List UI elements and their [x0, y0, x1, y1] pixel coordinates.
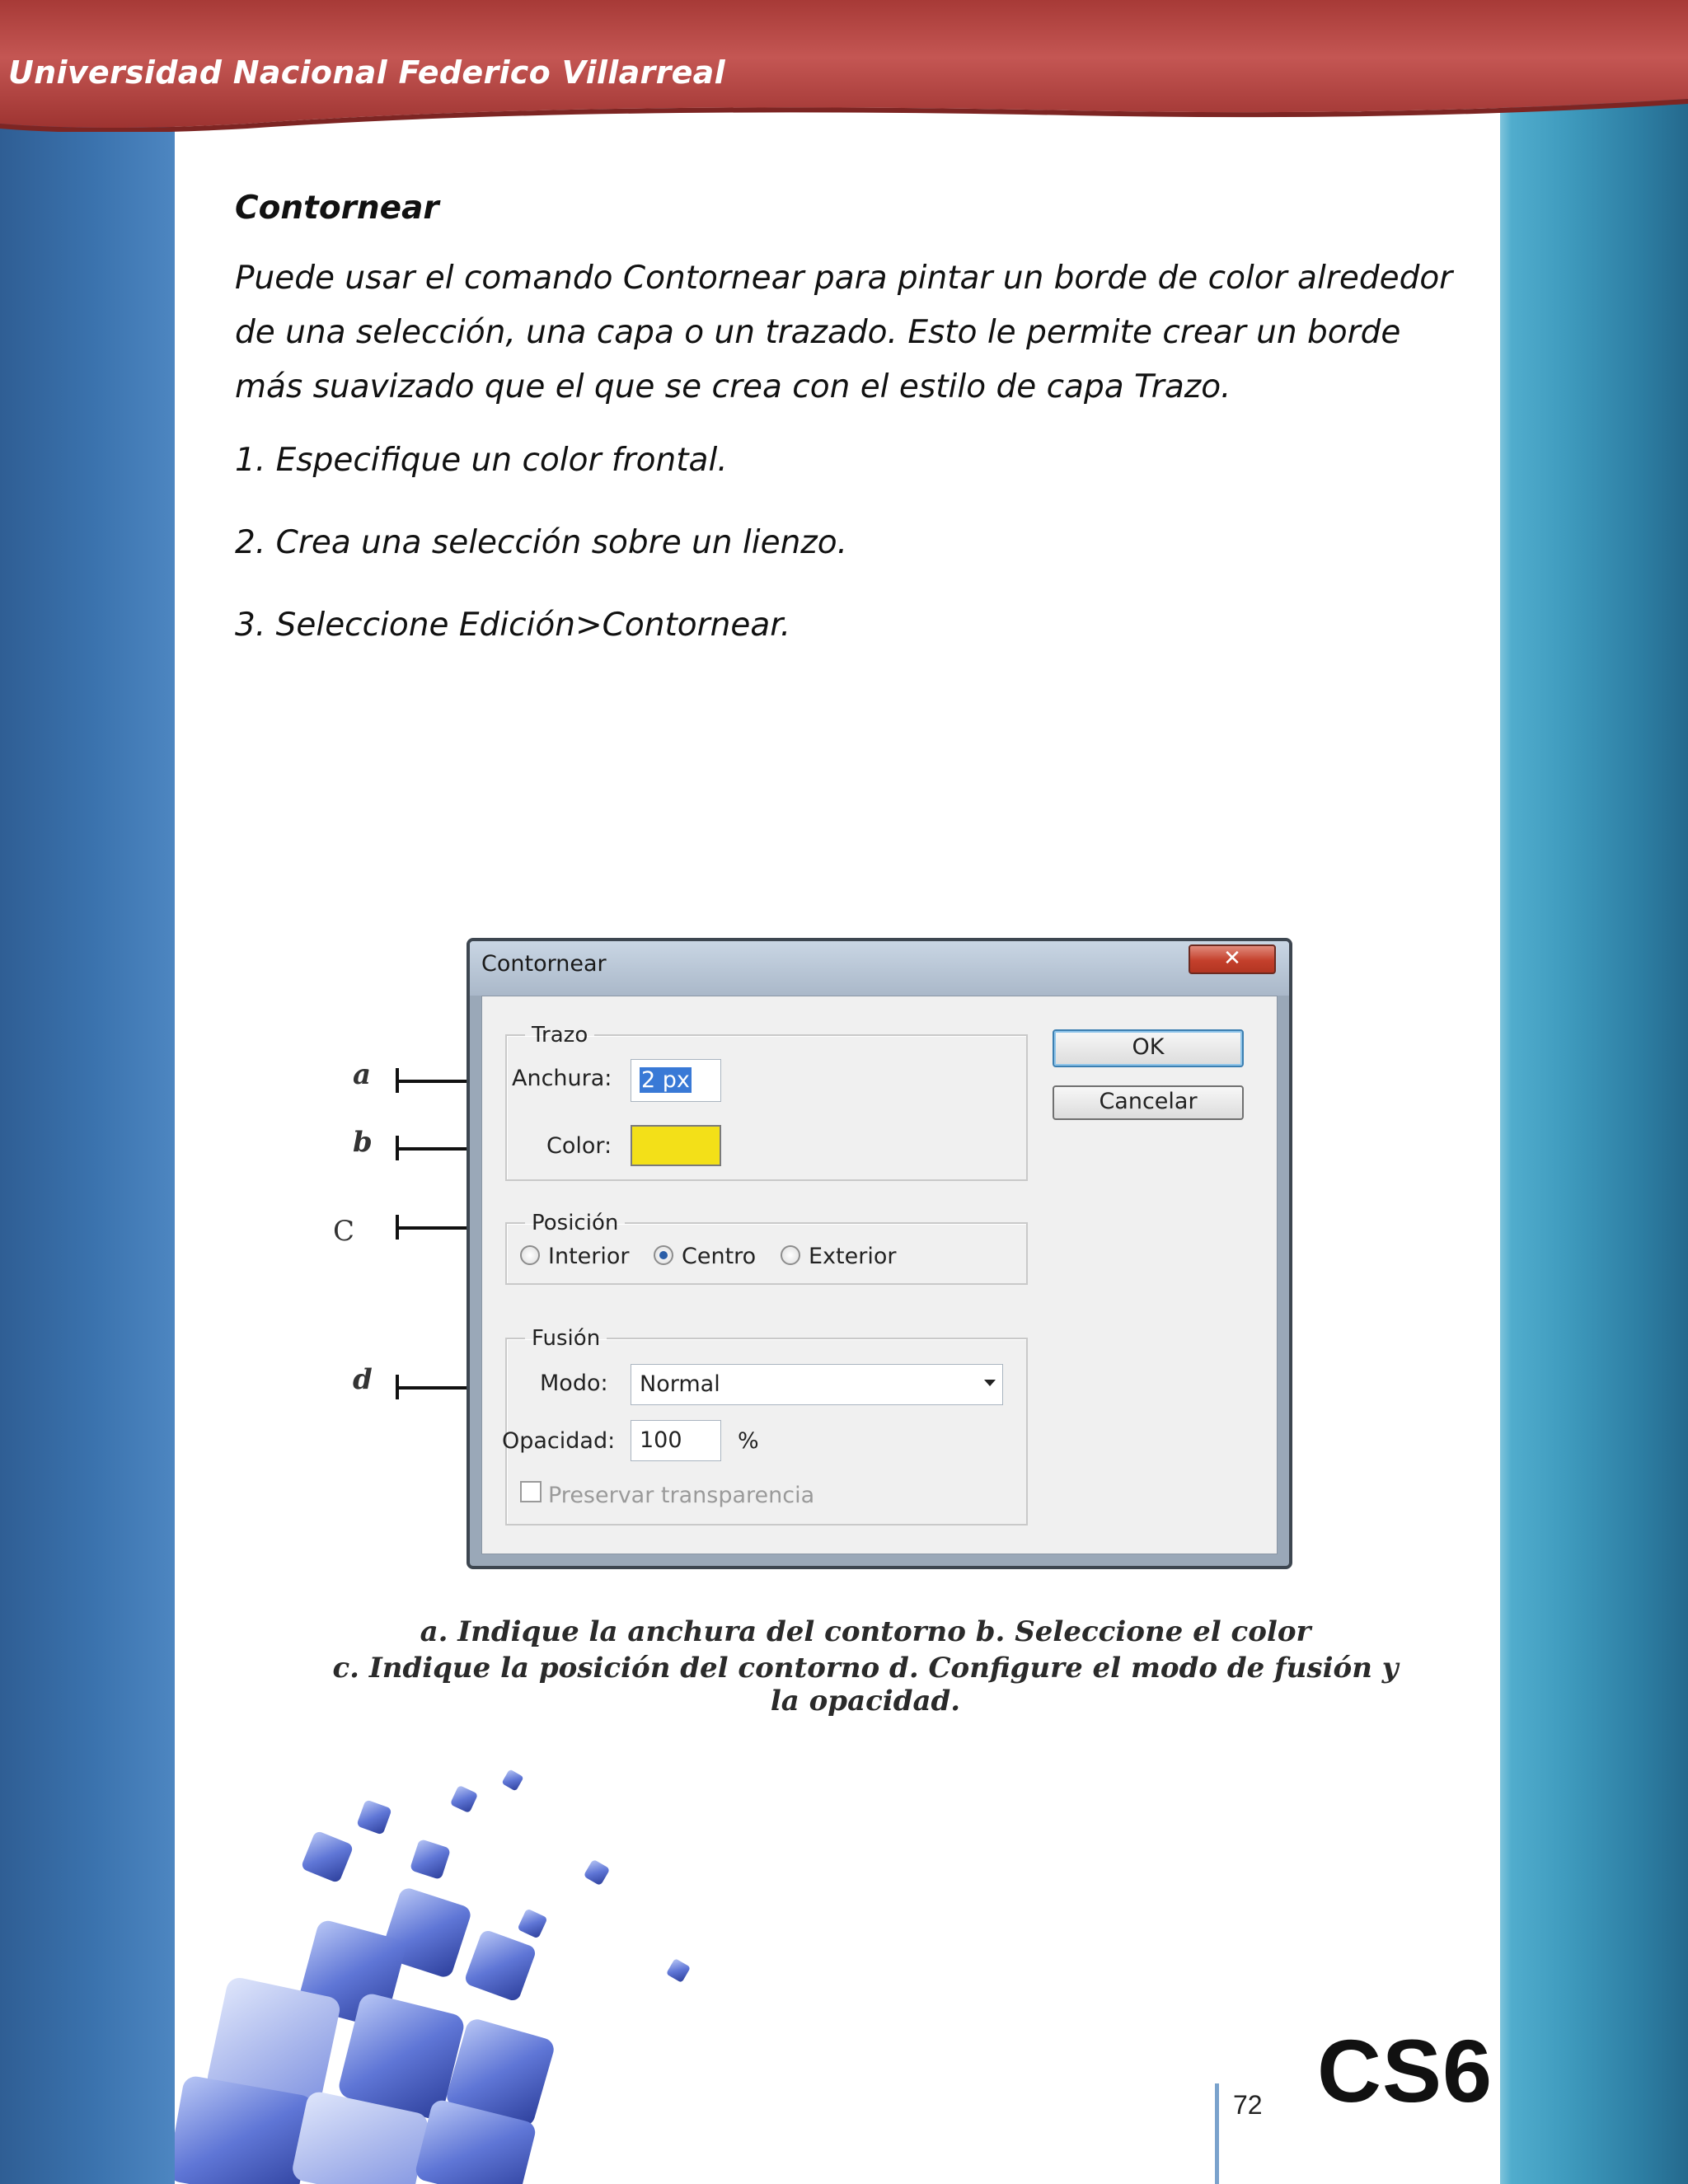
- radio-centro-label: Centro: [682, 1244, 757, 1269]
- chevron-down-icon: [984, 1380, 996, 1386]
- caption-line-1: a. Indique la anchura del contorno b. Seleccione el color: [420, 1615, 1311, 1648]
- callout-c: C: [333, 1215, 355, 1248]
- color-swatch[interactable]: [631, 1125, 721, 1166]
- section-paragraph: Puede usar el comando Contornear para pintar un borde de color alrededor de una selección, una capa o un trazado. Esto le permite crear un borde más suavizado que el que se crea con el estilo de capa Trazo.: [235, 260, 1453, 405]
- left-decorative-panel: [0, 0, 175, 2184]
- right-decorative-panel: [1500, 0, 1688, 2184]
- step-2: 2. Crea una selección sobre un lienzo.: [235, 524, 848, 561]
- radio-centro[interactable]: [654, 1245, 673, 1265]
- width-value: 2 px: [641, 1067, 690, 1093]
- dialog-figure: [321, 931, 1409, 1718]
- cubes-decoration: [175, 1739, 735, 2184]
- contornear-dialog: [467, 938, 1292, 1569]
- callout-a: a: [353, 1058, 372, 1091]
- opacity-unit: %: [738, 1428, 759, 1454]
- caption-line-2: c. Indique la posición del contorno d. Configure el modo de fusión y la opacidad.: [332, 1652, 1399, 1718]
- color-label: Color:: [546, 1133, 612, 1159]
- page-number-bar: [1215, 2083, 1219, 2184]
- header-title: Universidad Nacional Federico Villarreal: [8, 54, 725, 91]
- cancel-button[interactable]: Cancelar: [1053, 1085, 1244, 1120]
- width-input[interactable]: [631, 1059, 721, 1102]
- radio-interior[interactable]: [520, 1245, 540, 1265]
- mode-label: Modo:: [540, 1371, 608, 1396]
- close-button[interactable]: [1189, 944, 1276, 974]
- dialog-titlebar[interactable]: [470, 941, 1289, 996]
- radio-exterior[interactable]: [781, 1245, 800, 1265]
- radio-exterior-label: Exterior: [809, 1244, 897, 1269]
- dialog-body: [481, 996, 1278, 1554]
- stroke-group-legend: Trazo: [532, 1023, 588, 1047]
- ok-button[interactable]: OK: [1053, 1029, 1244, 1067]
- page-number: 72: [1233, 2090, 1263, 2120]
- opacity-value: 100: [640, 1427, 682, 1453]
- preserve-transparency-label: Preservar transparencia: [548, 1483, 815, 1508]
- cs6-logo: CS6: [1317, 2021, 1493, 2121]
- step-3: 3. Seleccione Edición>Contornear.: [235, 607, 791, 644]
- callout-b: b: [353, 1126, 373, 1159]
- mode-value: Normal: [640, 1371, 720, 1397]
- step-1: 1. Especifique un color frontal.: [235, 442, 728, 479]
- radio-interior-label: Interior: [548, 1244, 630, 1269]
- callout-d: d: [353, 1363, 373, 1396]
- section-heading: Contornear: [235, 190, 439, 227]
- opacity-label: Opacidad:: [502, 1428, 616, 1454]
- position-group-legend: Posición: [532, 1211, 619, 1235]
- preserve-transparency-checkbox[interactable]: [520, 1481, 542, 1502]
- width-label: Anchura:: [512, 1066, 612, 1091]
- opacity-input[interactable]: [631, 1420, 721, 1461]
- mode-select[interactable]: [631, 1364, 1003, 1405]
- dialog-title: Contornear: [481, 951, 607, 977]
- close-icon: ✕: [1223, 946, 1241, 971]
- content-area: [235, 190, 1455, 690]
- blend-group-legend: Fusión: [532, 1326, 601, 1351]
